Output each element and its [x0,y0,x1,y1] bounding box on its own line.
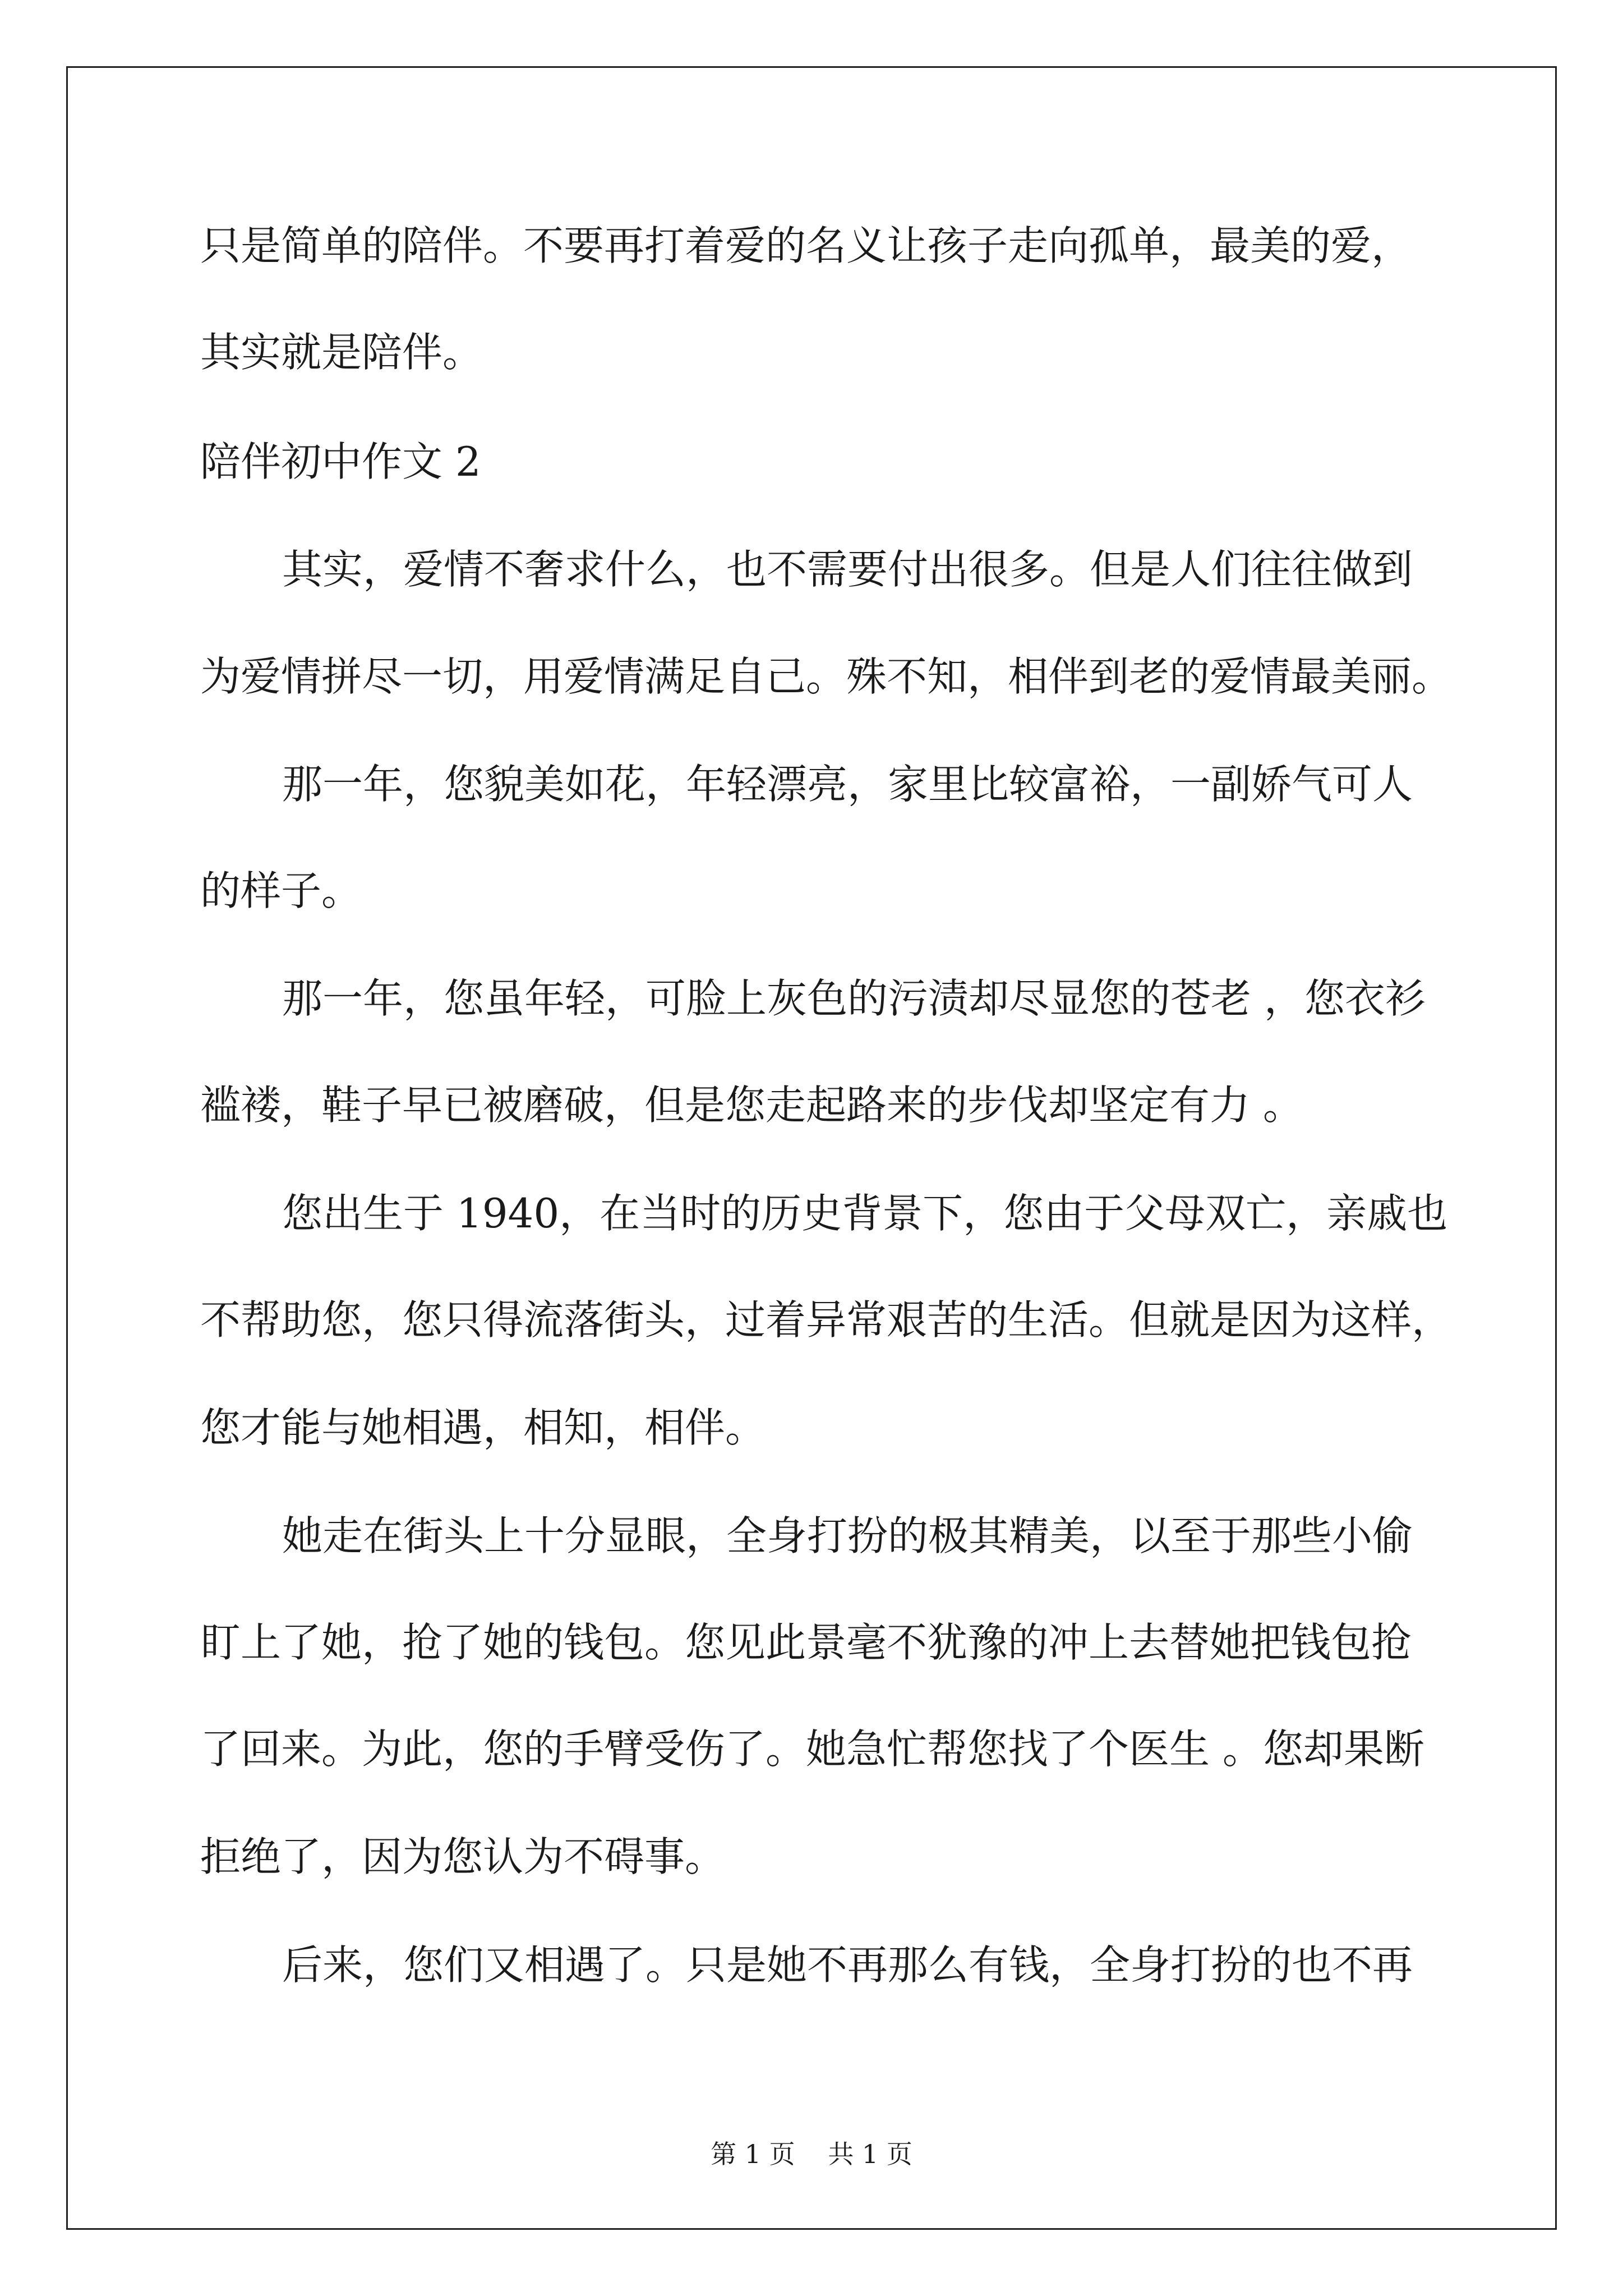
paragraph-line: 只是简单的陪伴。不要再打着爱的名义让孩子走向孤单，最美的爱， [200,222,1412,269]
page-number-current: 第 1 页 [711,2139,795,2169]
section-heading: 陪伴初中作文 2 [200,438,481,485]
paragraph-line: 她走在街头上十分显眼，全身打扮的极其精美，以至于那些小偷 [282,1512,1413,1559]
paragraph-line: 后来，您们又相遇了。只是她不再那么有钱，全身打扮的也不再 [282,1941,1413,1989]
paragraph-line: 褴褛，鞋子早已被磨破，但是您走起路来的步伐却坚定有力 。 [200,1082,1303,1129]
paragraph-line: 那一年，您貌美如花，年轻漂亮，家里比较富裕，一副娇气可人 [282,761,1413,808]
page-border [66,66,1557,2230]
page-footer [0,2137,1623,2171]
paragraph-line: 不帮助您，您只得流落街头，过着异常艰苦的生活。但就是因为这样， [200,1296,1453,1343]
paragraph-line: 拒绝了，因为您认为不碍事。 [200,1833,726,1880]
paragraph-line: 您才能与她相遇，相知，相伴。 [200,1404,766,1451]
paragraph-line: 为爱情拼尽一切，用爱情满足自己。殊不知，相伴到老的爱情最美丽。 [200,653,1453,700]
paragraph-line: 的样子。 [200,867,362,914]
paragraph-line: 您出生于 1940，在当时的历史背景下，您由于父母双亡，亲戚也 [282,1190,1448,1237]
paragraph-line: 盯上了她，抢了她的钱包。您见此景毫不犹豫的冲上去替她把钱包抢 [200,1619,1412,1666]
paragraph-line: 其实就是陪伴。 [200,329,483,376]
paragraph-line: 那一年，您虽年轻，可脸上灰色的污渍却尽显您的苍老 ，您衣衫 [282,975,1426,1022]
page-number-total: 共 1 页 [828,2139,912,2169]
paragraph-line: 了回来。为此，您的手臂受伤了。她急忙帮您找了个医生 。您却果断 [200,1726,1424,1773]
paragraph-line: 其实，爱情不奢求什么，也不需要付出很多。但是人们往往做到 [282,546,1413,593]
